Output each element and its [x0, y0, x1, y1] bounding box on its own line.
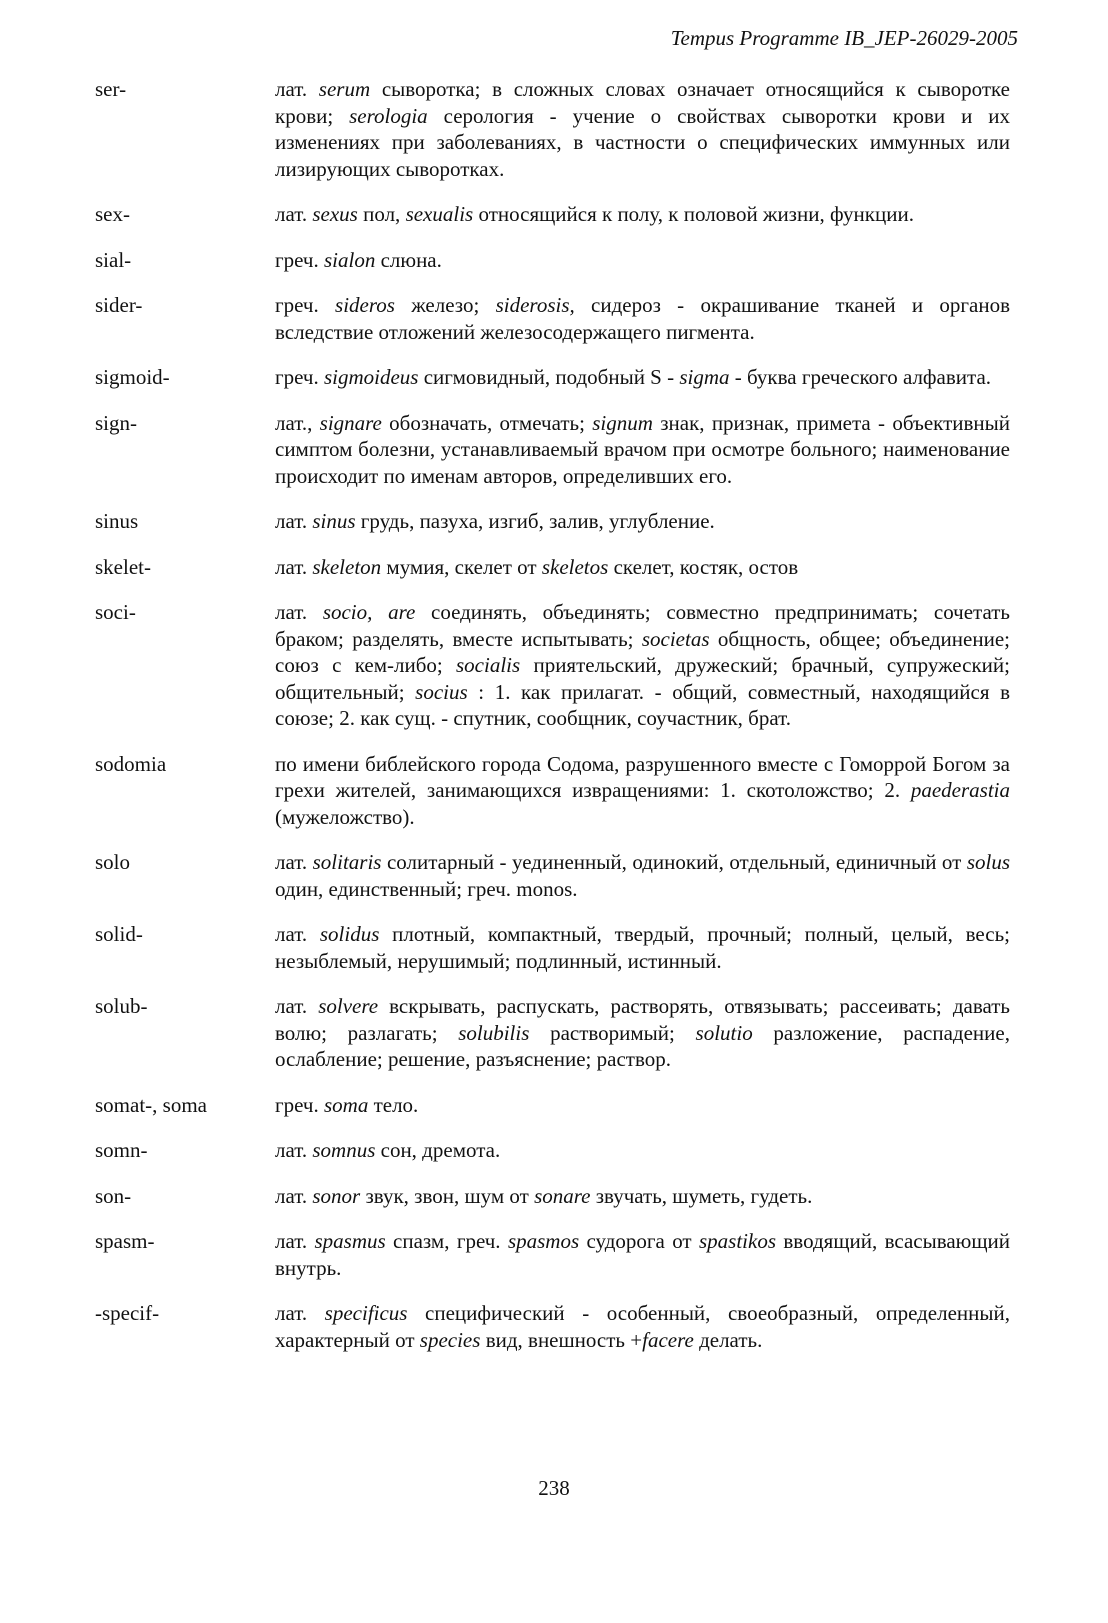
definition-text: звучать, шуметь, гудеть.	[590, 1183, 813, 1208]
definition-text: сигмовидный, подобный S -	[418, 365, 680, 389]
entry-term: sider-	[95, 293, 143, 317]
definition-text: лат.	[275, 202, 313, 226]
definition-text: пол,	[357, 202, 406, 226]
entry-definition	[275, 554, 1010, 581]
glossary-entry	[95, 1137, 1010, 1164]
definition-text: грудь, пазуха, изгиб, залив, углубление.	[355, 509, 715, 533]
definition-text: : 1. как прилагат. - общий, совместный, находящийся в союзе; 2. как сущ. - спутник, сообщник, соучастник, брат.	[275, 679, 1010, 730]
definition-text: спазм, греч.	[385, 1229, 508, 1253]
entry-term: sign-	[95, 410, 137, 435]
entry-definition	[275, 1092, 1010, 1119]
definition-text: греч.	[275, 293, 336, 317]
entry-term: ser-	[95, 77, 127, 101]
definition-text: лат.,	[275, 410, 320, 435]
entry-definition	[275, 1137, 1010, 1164]
latin-term: spasmus	[314, 1229, 386, 1253]
definition-text: слюна.	[375, 247, 442, 272]
definition-text: лат.	[275, 994, 319, 1018]
definition-text: греч.	[275, 1092, 324, 1117]
glossary-entry	[95, 508, 1010, 535]
definition-text: относящийся к полу, к половой жизни, функции.	[473, 202, 914, 226]
entry-definition	[275, 76, 1010, 182]
entry-definition	[275, 993, 1010, 1073]
glossary-entry	[95, 247, 1010, 274]
definition-text: (мужеложство).	[275, 804, 415, 829]
definition-text: - буква греческого алфавита.	[729, 365, 992, 389]
latin-term: facere	[642, 1327, 694, 1352]
entry-term: sinus	[95, 509, 139, 533]
latin-term: sonare	[534, 1183, 591, 1208]
entry-term: spasm-	[95, 1229, 155, 1253]
latin-term: sexus	[312, 202, 358, 226]
definition-text: вскрывать, распускать, растворять, отвязывать; рассеивать; давать волю; разлагать;	[275, 994, 1010, 1045]
latin-term: spastikos	[699, 1229, 777, 1253]
latin-term: serum	[318, 77, 371, 101]
latin-term: signare	[319, 410, 382, 435]
entry-term: sigmoid-	[95, 365, 170, 389]
definition-text: железо;	[394, 293, 496, 317]
latin-term: specificus	[324, 1301, 408, 1325]
definition-text: судорога от	[579, 1229, 699, 1253]
definition-text: плотный, компактный, твердый, прочный; полный, целый, весь; незыблемый, нерушимый; подлинный, истинный.	[275, 922, 1010, 973]
entry-definition	[275, 364, 1010, 391]
definition-text: один, единственный; греч. monos.	[275, 876, 578, 901]
glossary-entry	[95, 364, 1010, 391]
definition-text: вводящий, всасывающий внутрь.	[275, 1229, 1011, 1280]
definition-text: по имени библейского города Содома, разрушенного вместе с Гоморрой Богом за грехи жителей, занимающихся извращениями: 1. скотоложство; 2.	[275, 751, 1010, 802]
latin-term: solitaris	[312, 850, 382, 874]
glossary-entry	[95, 1300, 1010, 1353]
entry-definition	[275, 201, 1010, 228]
glossary-entry	[95, 921, 1010, 974]
latin-term: sideros	[335, 293, 395, 317]
glossary-entry	[95, 76, 1010, 182]
glossary-entry	[95, 599, 1010, 732]
entry-term: solid-	[95, 922, 143, 946]
definition-text: лат.	[275, 600, 323, 624]
definition-text: греч.	[275, 247, 324, 272]
definition-text: мумия, скелет от	[381, 554, 542, 579]
latin-term: signum	[592, 410, 653, 435]
definition-text: лат.	[275, 509, 313, 533]
latin-term: solus	[966, 850, 1011, 874]
latin-term: sonor	[312, 1183, 361, 1208]
glossary-entry	[95, 1183, 1010, 1210]
latin-term: socius	[415, 679, 468, 704]
definition-text: звук, звон, шум от	[360, 1183, 535, 1208]
entry-definition	[275, 1183, 1010, 1210]
definition-text: лат.	[275, 77, 319, 101]
entry-definition	[275, 1300, 1010, 1353]
definition-text: обозначать, отмечать;	[381, 410, 593, 435]
latin-term: solidus	[319, 922, 380, 946]
definition-text: разложение, распадение, ослабление; решение, разъяснение; раствор.	[275, 1020, 1010, 1071]
entry-definition	[275, 921, 1010, 974]
latin-term: sialon	[323, 247, 376, 272]
latin-term: societas	[641, 626, 710, 651]
page-number: 238	[538, 1476, 570, 1500]
latin-term: sigmoideus	[323, 365, 419, 389]
definition-text: серология - учение о свойствах сыворотки крови и их изменениях при заболеваниях, в частности о специфических иммунных или лизирующих сыворотках.	[275, 103, 1010, 181]
definition-text: сыворотка; в сложных словах означает относящийся к сыворотке крови;	[275, 77, 1011, 128]
definition-text: делать.	[693, 1327, 763, 1352]
definition-text: лат.	[275, 1138, 313, 1162]
glossary-entry	[95, 554, 1010, 581]
latin-term: sinus	[312, 509, 356, 533]
entry-definition	[275, 508, 1010, 535]
latin-term: serologia	[349, 103, 428, 128]
latin-term: solutio	[695, 1020, 753, 1045]
latin-term: sexualis	[405, 202, 474, 226]
latin-term: spasmos	[507, 1229, 580, 1253]
latin-term: sigma	[679, 365, 730, 389]
entry-definition	[275, 247, 1010, 274]
entry-definition	[275, 751, 1010, 831]
glossary-entry	[95, 1092, 1010, 1119]
glossary-entry	[95, 849, 1010, 902]
entry-definition	[275, 599, 1010, 732]
latin-term: skeleton	[312, 554, 382, 579]
entry-term: sial-	[95, 247, 132, 272]
definition-text: лат.	[275, 554, 313, 579]
definition-text: лат.	[275, 1183, 313, 1208]
definition-text: солитарный - уединенный, одинокий, отдельный, единичный от	[381, 850, 967, 874]
entry-definition	[275, 849, 1010, 902]
definition-text: лат.	[275, 1301, 325, 1325]
latin-term: skeletos	[541, 554, 609, 579]
entry-term: sodomia	[95, 751, 167, 776]
glossary-entry	[95, 410, 1010, 490]
definition-text: соединять, объединять; совместно предпринимать; сочетать браком; разделять, вместе испытывать;	[275, 600, 1011, 651]
definition-text: знак, признак, примета - объективный симптом болезни, устанавливаемый врачом при осмотре больного; наименование происходит по именам авторов, определивших его.	[275, 410, 1010, 488]
entry-term: soci-	[95, 600, 136, 624]
latin-term: somnus	[312, 1138, 376, 1162]
entry-term: skelet-	[95, 554, 151, 579]
glossary-entries	[95, 76, 1010, 1372]
glossary-entry	[95, 292, 1010, 345]
latin-term: soma	[323, 1092, 369, 1117]
latin-term: paederastia	[910, 778, 1010, 802]
entry-definition	[275, 1228, 1010, 1281]
entry-term: sex-	[95, 202, 130, 226]
definition-text: греч.	[275, 365, 324, 389]
definition-text: скелет, костяк, остов	[608, 554, 799, 579]
latin-term: solvere	[318, 994, 379, 1018]
entry-term: solo	[95, 850, 131, 874]
entry-term: solub-	[95, 994, 148, 1018]
latin-term: socialis	[456, 653, 521, 677]
glossary-entry	[95, 993, 1010, 1073]
entry-definition	[275, 410, 1010, 490]
page-header: Tempus Programme IB_JEP-26029-2005	[670, 26, 1018, 50]
definition-text: лат.	[275, 922, 320, 946]
latin-term: socio, are	[322, 600, 416, 624]
definition-text: специфический - особенный, своеобразный, определенный, характерный от	[275, 1301, 1010, 1352]
latin-term: species	[419, 1327, 481, 1352]
latin-term: solubilis	[458, 1020, 530, 1045]
definition-text: лат.	[275, 850, 313, 874]
definition-text: тело.	[368, 1092, 419, 1117]
entry-definition	[275, 292, 1010, 345]
entry-term: somn-	[95, 1138, 148, 1162]
glossary-entry	[95, 1228, 1010, 1281]
definition-text: лат.	[275, 1229, 315, 1253]
entry-term: son-	[95, 1183, 132, 1208]
definition-text: приятельский, дружеский; брачный, супружеский; общительный;	[275, 653, 1010, 704]
entry-term: somat-, soma	[95, 1092, 207, 1117]
definition-text: сон, дремота.	[375, 1138, 501, 1162]
glossary-entry	[95, 201, 1010, 228]
definition-text: сидероз - окрашивание тканей и органов вследствие отложений железосодержащего пигмента.	[275, 293, 1010, 344]
latin-term: siderosis,	[495, 293, 575, 317]
definition-text: растворимый;	[529, 1020, 696, 1045]
definition-text: вид, внешность +	[480, 1327, 643, 1352]
definition-text: общность, общее; объединение; союз с кем-либо;	[275, 626, 1010, 677]
glossary-entry	[95, 751, 1010, 831]
entry-term: -specif-	[95, 1301, 160, 1325]
